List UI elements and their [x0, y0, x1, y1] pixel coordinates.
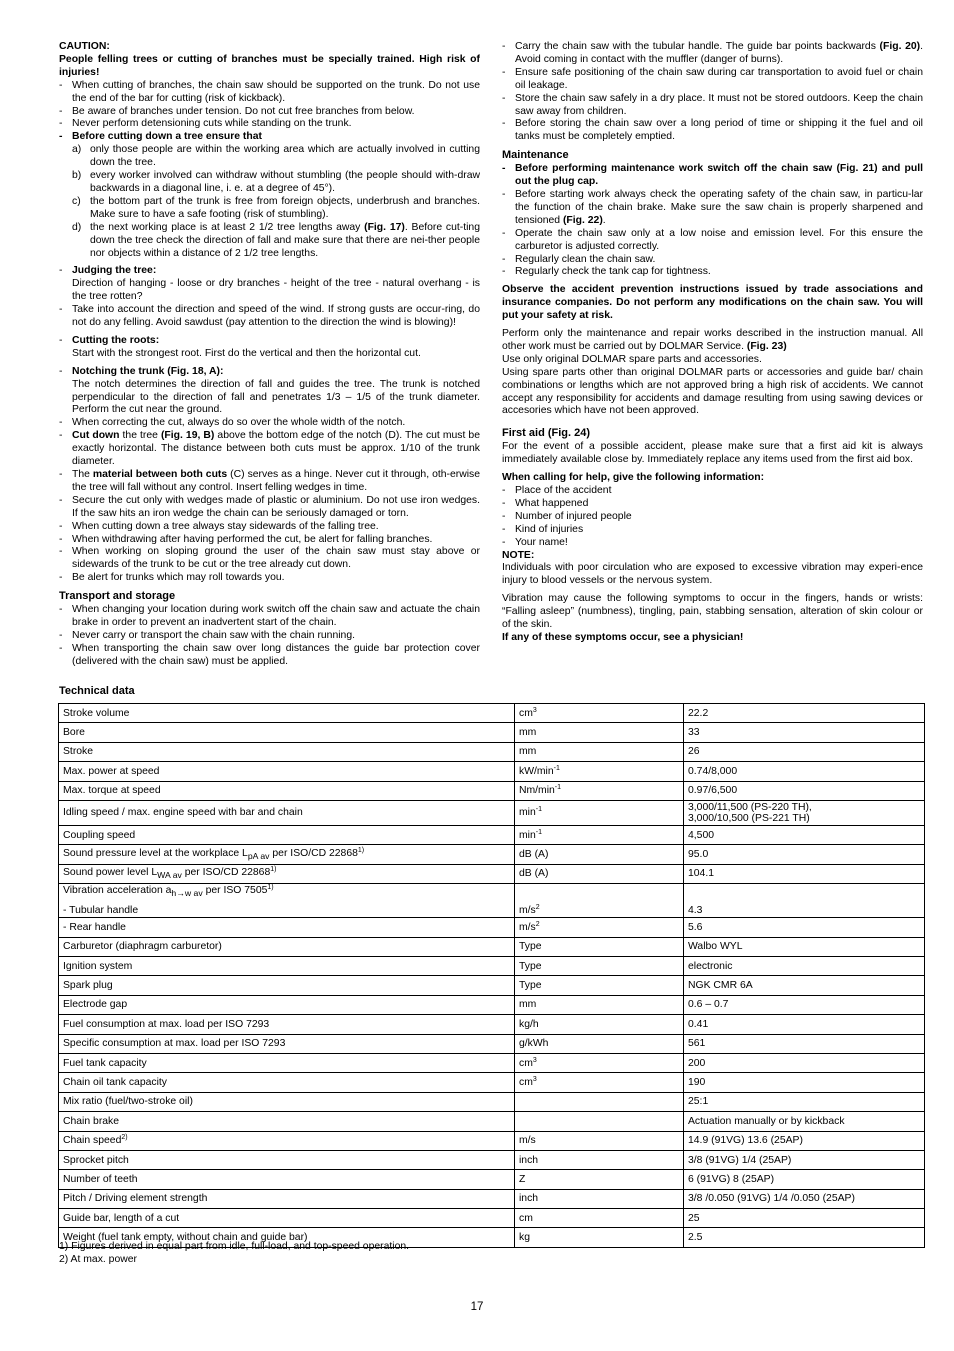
table-cell-value: Actuation manually or by kickback [684, 1112, 925, 1131]
table-cell-parameter: Electrode gap [59, 995, 515, 1014]
table-cell-parameter: Number of teeth [59, 1170, 515, 1189]
list-item: - When working on sloping ground the user of the chain saw must stay above or sidewards of the trunk to be cut or the tree already cut down. [59, 546, 480, 572]
list-item: - Before storing the chain saw over a long period of time or shipping it the fuel and oil tanks must be completely emptied. [502, 118, 923, 144]
table-cell-parameter: Sound pressure level at the workplace $L_{pA av}$ per ISO/CD 22868$^{1)}$ [59, 845, 515, 864]
table-cell-parameter: Max. power at speed [59, 762, 515, 781]
table-row [59, 956, 925, 975]
list-item: - Carry the chain saw with the tubular handle. The guide bar points backwards (Fig. 20). Avoid coming in contact with the muffler (danger of burns). [502, 41, 923, 67]
table-cell-value: 3/8 (91VG) 1/4 (25AP) [684, 1150, 925, 1169]
table-row [59, 1209, 925, 1228]
table-cell-parameter: Idling speed / max. engine speed with bar and chain [59, 800, 515, 825]
original-parts-paragraph: Use only original DOLMAR spare parts and accessories. [502, 353, 762, 365]
table-cell-unit: dB (A) [515, 864, 684, 883]
transport-heading: Transport and storage [59, 590, 176, 603]
page-number: 17 [470, 1301, 484, 1313]
list-item: a) only those people are within the working area which are actually involved in cutting down the tree. [72, 144, 480, 169]
table-row [59, 825, 925, 844]
list-item: - When cutting of branches, the chain saw should be supported on the trunk. Do not use the end of the bar for cutting (risk of kickback). [59, 80, 480, 106]
judging-text: Direction of hanging - loose or dry branches - height of the tree - natural overhang - is the tree rotten? [72, 278, 480, 303]
table-cell-unit: $kW/\min^{-1}$ [515, 762, 684, 781]
table-row [59, 742, 925, 761]
table-cell-parameter: Chain brake [59, 1112, 515, 1131]
right-column [502, 41, 923, 645]
table-cell-parameter: Fuel tank capacity [59, 1053, 515, 1072]
table-cell-value: 5.6 [684, 918, 925, 937]
table-cell-unit: $m/s^2$ [515, 884, 684, 918]
table-cell-value: 561 [684, 1034, 925, 1053]
list-item: - When changing your location during work switch off the chain saw and actuate the chain brake in order to prevent an inadvertent start of the chain. [59, 604, 480, 630]
table-cell-value: 2.5 [684, 1228, 925, 1247]
roots-title: - Cutting the roots: [72, 334, 160, 346]
list-item: - When correcting the cut, always do so over the whole width of the notch. [59, 417, 480, 430]
notching-item [59, 366, 480, 418]
list-item: - When transporting the chain saw over long distances the guide bar protection cover (delivered with the chain saw) must be applied. [59, 643, 480, 669]
table-cell-value: 4.3 [684, 884, 925, 918]
table-row [59, 864, 925, 883]
table-row [59, 1092, 925, 1111]
table-cell-unit: $cm^3$ [515, 1073, 684, 1092]
table-cell-unit: $Nm/\min^{-1}$ [515, 781, 684, 800]
table-cell-value: 3,000/11,500 (PS-220 TH), 3,000/10,500 (PS-221 TH) [684, 800, 925, 825]
judging-title: - Judging the tree: [72, 265, 157, 277]
table-cell-unit: kg [515, 1228, 684, 1247]
table-cell-value: 6 (91VG) 8 (25AP) [684, 1170, 925, 1189]
observe-warning: Observe the accident prevention instructions issued by trade associations and insurance companies. Do not perform any modifications on the chain saw. You will put your safety at risk. [502, 284, 923, 322]
table-cell-parameter: Bore [59, 723, 515, 742]
list-item: - Ensure safe positioning of the chain saw during car transportation to avoid fuel or chain oil leakage. [502, 67, 923, 93]
table-cell-unit: $\min^{-1}$ [515, 800, 684, 825]
first-aid-heading: First aid (Fig. 24) [502, 427, 591, 440]
table-row [59, 1170, 925, 1189]
table-cell-parameter: Mix ratio (fuel/two-stroke oil) [59, 1092, 515, 1111]
table-cell-value: 25:1 [684, 1092, 925, 1111]
note-heading: NOTE: [502, 549, 535, 561]
table-cell-unit [515, 1112, 684, 1131]
table-row [59, 723, 925, 742]
list-item: - Store the chain saw safely in a dry place. It must not be stored outdoors. Keep the chain saw away from children. [502, 93, 923, 119]
list-item: - When withdrawing after having performed the cut, be alert for falling branches. [59, 534, 480, 547]
table-cell-parameter: Chain speed$^{2)}$ [59, 1131, 515, 1150]
list-item: - Number of injured people [502, 511, 923, 524]
list-item: - Before starting work always check the operating safety of the chain saw, in particu-lar the function of the chain brake. Make sure the saw chain is properly sharpened and tensioned (Fig. 22). [502, 189, 923, 228]
list-item: - Be aware of branches under tension. Do not cut free branches from below. [59, 106, 480, 119]
list-item: - When cutting down a tree always stay sidewards of the falling tree. [59, 521, 480, 534]
table-cell-unit: Z [515, 1170, 684, 1189]
footnote-2: 2) At max. power [59, 1254, 137, 1265]
table-cell-unit: $\min^{-1}$ [515, 825, 684, 844]
footnotes [59, 1240, 409, 1266]
list-item: - Place of the accident [502, 485, 923, 498]
table-cell-parameter: Chain oil tank capacity [59, 1073, 515, 1092]
table-cell-value: 0.97/6,500 [684, 781, 925, 800]
list-item: - Take into account the direction and speed of the wind. If strong gusts are occur-ring, do not do any felling. Avoid sawdust (pay attention to the direction the wind is blowing)! [59, 304, 480, 330]
table-cell-unit [515, 1092, 684, 1111]
table-row [59, 845, 925, 864]
vibration-text: Vibration may cause the following symptoms to occur in the fingers, hands or wrists: “Falling asleep” (numbness), tingling, pain, stabbing sensation, alteration of skin colour or of the skin. [502, 593, 923, 631]
left-column [59, 41, 480, 669]
perform-paragraph: Perform only the maintenance and repair works described in the instruction manual. All other work must be carried out by DOLMAR Service. (Fig. 23) [502, 328, 923, 352]
table-cell-unit: m/s [515, 1131, 684, 1150]
list-item: c) the bottom part of the trunk is free from foreign objects, underbrush and branches. Make sure to have a safe footing (risk of stumbling). [72, 195, 480, 220]
list-item: - Regularly check the tank cap for tightness. [502, 266, 923, 279]
first-aid-text: For the event of a possible accident, please make sure that a first aid kit is always immediately available close by. Immediately replace any items used from the first aid box. [502, 441, 923, 466]
table-row [59, 1150, 925, 1169]
list-item: - Secure the cut only with wedges made of plastic or aluminium. Do not use iron wedges. If the saw hits an iron wedge the chain can be seriously damaged or torn. [59, 495, 480, 521]
table-cell-value: 22.2 [684, 704, 925, 723]
table-cell-unit: Type [515, 956, 684, 975]
table-cell-value: electronic [684, 956, 925, 975]
table-cell-unit: $cm^3$ [515, 1053, 684, 1072]
table-cell-parameter: Weight (fuel tank empty, without chain and guide bar) [59, 1228, 515, 1247]
table-cell-unit: cm [515, 1209, 684, 1228]
table-cell-parameter: Stroke volume [59, 704, 515, 723]
note-text: Individuals with poor circulation who are exposed to excessive vibration may experi-ence injury to blood vessels or the nervous system. [502, 562, 923, 587]
table-row [59, 884, 925, 918]
table-cell-parameter: Coupling speed [59, 825, 515, 844]
notching-title: - Notching the trunk (Fig. 18, A): [72, 365, 224, 377]
table-cell-unit: kg/h [515, 1015, 684, 1034]
table-cell-value: 104.1 [684, 864, 925, 883]
table-cell-value: 0.6 – 0.7 [684, 995, 925, 1014]
table-cell-unit: dB (A) [515, 845, 684, 864]
physician-warning: If any of these symptoms occur, see a physician! [502, 631, 744, 643]
table-cell-unit: inch [515, 1150, 684, 1169]
table-cell-parameter: Spark plug [59, 976, 515, 995]
table-cell-value: NGK CMR 6A [684, 976, 925, 995]
table-cell-parameter: Max. torque at speed [59, 781, 515, 800]
maintenance-heading: Maintenance [502, 149, 569, 162]
table-cell-value: 26 [684, 742, 925, 761]
list-item: - Regularly clean the chain saw. [502, 254, 923, 267]
table-cell-value: 200 [684, 1053, 925, 1072]
list-item: - Never carry or transport the chain saw with the chain running. [59, 630, 480, 643]
table-cell-value: 33 [684, 723, 925, 742]
table-cell-value: Walbo WYL [684, 937, 925, 956]
footnote-1: 1) Figures derived in equal part from idle, full-load, and top-speed operation. [59, 1241, 410, 1252]
caution-title: CAUTION: [59, 41, 110, 52]
caution-intro: People felling trees or cutting of branches must be specially trained. High risk of injuries! [59, 53, 480, 78]
table-row [59, 995, 925, 1014]
table-row [59, 762, 925, 781]
table-row [59, 1189, 925, 1208]
table-cell-parameter: - Rear handle [59, 918, 515, 937]
table-row [59, 1015, 925, 1034]
table-cell-value: 0.41 [684, 1015, 925, 1034]
table-cell-parameter: Specific consumption at max. load per ISO 7293 [59, 1034, 515, 1053]
table-cell-unit: Type [515, 976, 684, 995]
table-cell-value: 4,500 [684, 825, 925, 844]
table-row [59, 937, 925, 956]
table-cell-unit: g/kWh [515, 1034, 684, 1053]
table-row [59, 918, 925, 937]
table-cell-value: 14.9 (91VG) 13.6 (25AP) [684, 1131, 925, 1150]
table-cell-unit: $m/s^2$ [515, 918, 684, 937]
table-cell-parameter: Ignition system [59, 956, 515, 975]
table-cell-parameter: Fuel consumption at max. load per ISO 7293 [59, 1015, 515, 1034]
roots-text: Start with the strongest root. First do the vertical and then the horizontal cut. [72, 347, 421, 359]
list-item: d) the next working place is at least 2 1/2 tree lengths away (Fig. 17). Before cut-ting down the tree check the direction of fall and make sure that there are nei-ther people nor objects within a distance of 2 1/2 tree lengths. [72, 221, 480, 259]
table-cell-unit: mm [515, 723, 684, 742]
list-item: - Never perform detensioning cuts while standing on the trunk. [59, 118, 480, 131]
table-cell-parameter: Pitch / Driving element strength [59, 1189, 515, 1208]
table-cell-parameter: Sprocket pitch [59, 1150, 515, 1169]
table-cell-value: 25 [684, 1209, 925, 1228]
table-cell-unit: mm [515, 995, 684, 1014]
list-item: - Operate the chain saw only at a low noise and emission level. For this ensure the carburetor is adjusted correctly. [502, 228, 923, 254]
judging-item [59, 265, 480, 304]
table-cell-unit: inch [515, 1189, 684, 1208]
using-parts-paragraph: Using spare parts other than original DOLMAR parts or accessories and guide bar/ chain combinations or lengths which are not approved bring a high risk of accidents. We cannot accept any responsibility for accidents and damage resulting from using sawing devices or accesories which have not been approved. [502, 366, 923, 417]
list-item: - Before performing maintenance work switch off the chain saw (Fig. 21) and pull out the plug cap. [502, 163, 923, 189]
technical-data-table [58, 703, 925, 1248]
list-item: - Kind of injuries [502, 524, 923, 537]
table-row [59, 1131, 925, 1150]
list-item: - Your name! [502, 537, 923, 550]
table-cell-parameter: Stroke [59, 742, 515, 761]
table-cell-unit: Type [515, 937, 684, 956]
notching-text: The notch determines the direction of fall and guides the tree. The trunk is notched perpendicular to the direction of fall and penetrates 1/3 – 1/5 of the trunk diameter. Perform the cut near the ground. [72, 378, 480, 416]
table-row [59, 1053, 925, 1072]
table-cell-parameter: Guide bar, length of a cut [59, 1209, 515, 1228]
table-row [59, 781, 925, 800]
table-cell-value: 190 [684, 1073, 925, 1092]
table-cell-parameter: Vibration acceleration $a_{h\to w av}$ per ISO 7505$^{1)}$ - Tubular handle [59, 884, 515, 918]
table-row [59, 800, 925, 825]
table-row [59, 1112, 925, 1131]
calling-heading: When calling for help, give the following information: [502, 472, 765, 484]
before-cutting-heading: - Before cutting down a tree ensure that [59, 131, 480, 144]
table-cell-value: 95.0 [684, 845, 925, 864]
table-row [59, 704, 925, 723]
list-item: - What happened [502, 498, 923, 511]
table-cell-parameter: Sound power level $L_{WA av}$ per ISO/CD 22868$^{1)}$ [59, 864, 515, 883]
table-row [59, 1073, 925, 1092]
roots-item [59, 335, 480, 361]
list-item: b) every worker involved can withdraw without stumbling (the people should with-draw backwards in a diagonal line, i. e. at a degree of 45°). [72, 170, 480, 194]
list-item: - The material between both cuts (C) serves as a hinge. Never cut it through, oth-erwise the tree will fall without any control. Insert felling wedges in time. [59, 469, 480, 495]
list-item: - Be alert for trunks which may roll towards you. [59, 572, 480, 585]
table-cell-parameter: Carburetor (diaphragm carburetor) [59, 937, 515, 956]
table-row [59, 976, 925, 995]
table-cell-unit: mm [515, 742, 684, 761]
technical-data-heading: Technical data [59, 685, 135, 697]
table-cell-value: 0.74/8,000 [684, 762, 925, 781]
table-cell-value: 3/8 /0.050 (91VG) 1/4 /0.050 (25AP) [684, 1189, 925, 1208]
list-item: - Cut down the tree (Fig. 19, B) above the bottom edge of the notch (D). The cut must be exactly horizontal. The distance between both cuts must be approx. 1/10 of the trunk diameter. [59, 430, 480, 469]
table-cell-unit: $cm^3$ [515, 704, 684, 723]
table-row [59, 1034, 925, 1053]
